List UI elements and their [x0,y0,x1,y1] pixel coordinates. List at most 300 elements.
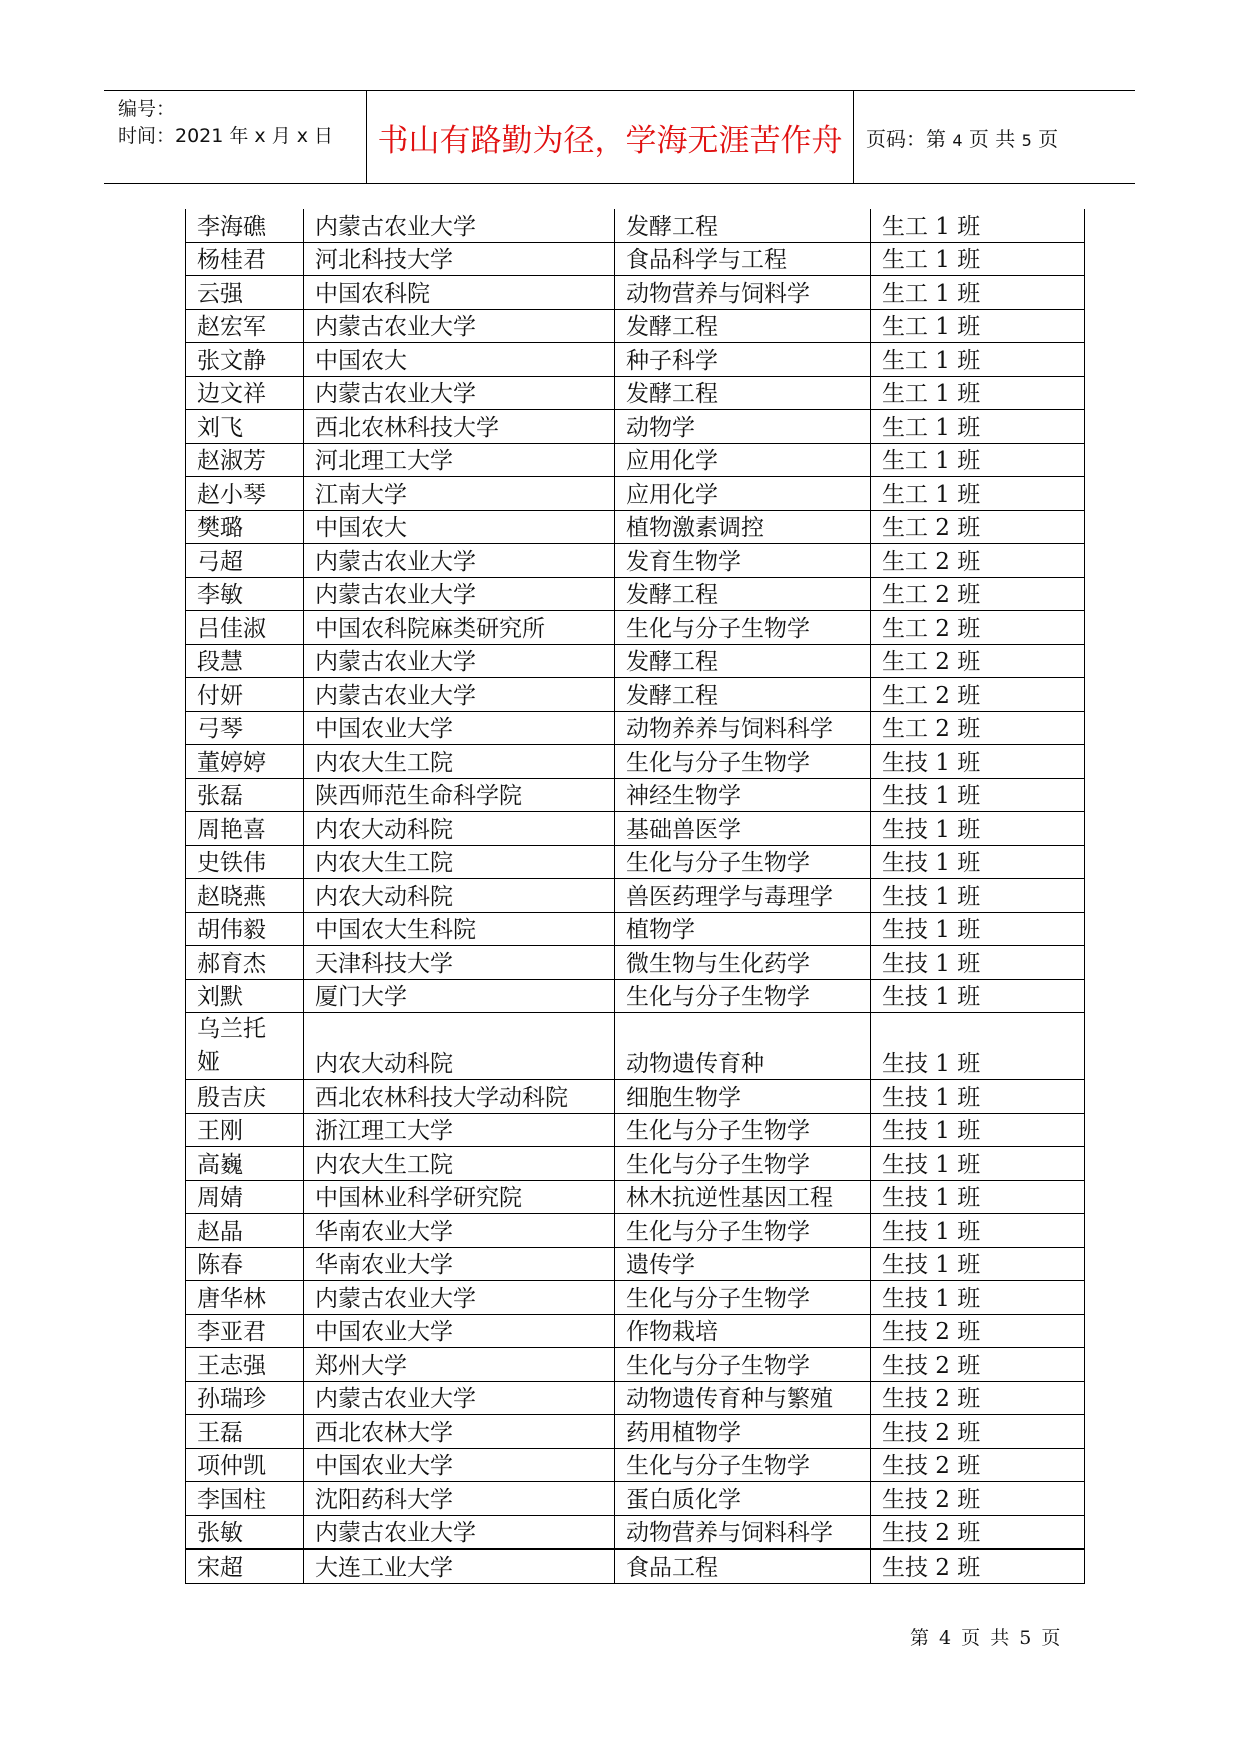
university-cell [304,1180,615,1214]
university-text: 内蒙古农业大学 [315,649,476,675]
university-text: 中国农业大学 [315,1453,453,1479]
university-cell [304,1314,615,1348]
university-cell [304,1348,615,1382]
class-cell [871,1348,1085,1382]
major-cell [615,510,871,544]
student-name-text: 弓琴 [197,716,243,742]
student-name-cell [186,979,304,1013]
student-name-text: 杨桂君 [197,247,266,273]
major-cell [615,1515,871,1549]
student-name-text: 李海礁 [197,213,266,240]
student-name-text: 项仲凯 [197,1453,266,1479]
major-cell [615,1247,871,1281]
class-text: 生工 1 班 [882,314,981,340]
university-text: 西北农林科技大学 [315,414,499,441]
class-text: 生技 1 班 [882,1051,981,1077]
page-total: 5 [1021,130,1032,150]
class-text: 生技 1 班 [882,850,981,876]
table-row [186,309,1085,343]
table-row [186,644,1085,678]
table-row [186,276,1085,310]
class-cell [871,1549,1085,1583]
student-name-text: 宋超 [197,1554,243,1581]
major-cell [615,879,871,913]
class-text: 生技 1 班 [882,1084,981,1111]
student-name-cell [186,443,304,477]
student-name-cell [186,477,304,511]
university-cell [304,979,615,1013]
table-row [186,845,1085,879]
major-text: 基础兽医学 [626,816,741,843]
class-text: 生技 1 班 [882,783,981,809]
student-name-text: 吕佳淑 [197,615,266,642]
university-text: 江南大学 [315,481,407,508]
table-row [186,1348,1085,1382]
class-cell [871,410,1085,444]
university-cell [304,812,615,846]
university-cell [304,376,615,410]
major-text: 生化与分子生物学 [626,1352,810,1379]
student-name-cell [186,1482,304,1516]
student-name-cell [186,678,304,712]
major-text: 遗传学 [626,1252,695,1278]
major-cell [615,276,871,310]
major-text: 生化与分子生物学 [626,1453,810,1479]
class-text: 生工 1 班 [882,213,981,240]
class-text: 生工 1 班 [882,347,981,374]
university-cell [304,1415,615,1449]
student-name-text: 张敏 [197,1520,243,1546]
university-cell [304,711,615,745]
student-name-cell [186,1549,304,1583]
university-text: 内农大生工院 [315,1151,453,1178]
class-cell [871,1482,1085,1516]
class-text: 生技 1 班 [882,1218,981,1245]
university-cell [304,1281,615,1315]
student-name-cell [186,1180,304,1214]
student-name-cell [186,209,304,242]
major-cell [615,845,871,879]
student-name-text: 张磊 [197,783,243,809]
major-cell [615,912,871,946]
university-cell [304,1113,615,1147]
major-text: 种子科学 [626,347,718,374]
university-text: 内蒙古农业大学 [315,1520,476,1546]
class-text: 生技 1 班 [882,1118,981,1144]
table-row [186,1381,1085,1415]
university-cell [304,544,615,578]
class-cell [871,1515,1085,1549]
major-text: 发酵工程 [626,649,718,675]
class-cell [871,242,1085,276]
class-text: 生工 2 班 [882,515,981,541]
major-cell [615,577,871,611]
student-name-cell [186,1348,304,1382]
class-cell [871,510,1085,544]
class-text: 生技 2 班 [882,1419,981,1446]
university-cell [304,611,615,645]
class-cell [871,276,1085,310]
major-cell [615,376,871,410]
university-cell [304,1013,615,1080]
major-text: 发酵工程 [626,682,718,709]
university-cell [304,1549,615,1583]
major-cell [615,1415,871,1449]
class-text: 生技 2 班 [882,1554,981,1581]
student-name-text: 赵晓燕 [197,883,266,910]
class-text: 生技 2 班 [882,1319,981,1345]
class-cell [871,1381,1085,1415]
student-name-text: 刘飞 [197,414,243,441]
university-text: 中国农业大学 [315,716,453,742]
student-name-cell [186,879,304,913]
table-row [186,1113,1085,1147]
student-name-text: 王志强 [197,1352,266,1379]
student-name-cell [186,1013,304,1080]
student-name-cell [186,1415,304,1449]
student-name-cell [186,778,304,812]
major-cell [615,946,871,980]
university-cell [304,1448,615,1482]
table-row [186,812,1085,846]
table-row [186,1247,1085,1281]
major-text: 动物遗传育种 [626,1051,764,1077]
major-text: 发酵工程 [626,381,718,407]
major-text: 细胞生物学 [626,1084,741,1111]
table-row [186,577,1085,611]
major-text: 林木抗逆性基因工程 [626,1185,833,1211]
class-text: 生工 2 班 [882,716,981,742]
university-text: 中国林业科学研究院 [315,1185,522,1211]
university-text: 内农大动科院 [315,816,453,843]
major-text: 植物学 [626,917,695,943]
major-text: 生化与分子生物学 [626,850,810,876]
university-cell [304,1482,615,1516]
student-name-text: 赵宏军 [197,314,266,340]
class-text: 生工 2 班 [882,615,981,642]
university-text: 华南农业大学 [315,1218,453,1245]
class-cell [871,611,1085,645]
class-cell [871,644,1085,678]
student-name-text: 李国柱 [197,1486,266,1513]
university-text: 沈阳药科大学 [315,1486,453,1513]
university-text: 中国农科院麻类研究所 [315,615,545,642]
page-label: 页码：第 [866,126,946,151]
major-text: 微生物与生化药学 [626,950,810,977]
major-text: 应用化学 [626,481,718,508]
major-cell [615,410,871,444]
major-text: 作物栽培 [626,1319,718,1345]
major-cell [615,1314,871,1348]
class-text: 生技 1 班 [882,1252,981,1278]
page-number: 4 [952,130,963,150]
student-name-text: 胡伟毅 [197,917,266,943]
student-name-text: 弓超 [197,548,243,575]
table-row [186,979,1085,1013]
student-name-cell [186,376,304,410]
student-name-text: 周艳喜 [197,816,266,843]
class-cell [871,1247,1085,1281]
student-name-text: 张文静 [197,347,266,374]
header-meta-cell [104,91,367,183]
major-cell [615,1348,871,1382]
class-text: 生工 1 班 [882,280,981,307]
class-cell [871,1080,1085,1114]
university-cell [304,678,615,712]
major-text: 发酵工程 [626,314,718,340]
class-text: 生技 1 班 [882,883,981,910]
table-row [186,745,1085,779]
table-row [186,443,1085,477]
class-cell [871,577,1085,611]
student-name-cell [186,611,304,645]
class-text: 生工 1 班 [882,381,981,407]
student-name-cell [186,1214,304,1248]
table-row [186,343,1085,377]
class-cell [871,209,1085,242]
table-row [186,1314,1085,1348]
major-cell [615,778,871,812]
class-cell [871,1415,1085,1449]
class-cell [871,711,1085,745]
class-text: 生技 1 班 [882,1185,981,1211]
major-cell [615,1281,871,1315]
student-name-cell [186,276,304,310]
major-text: 生化与分子生物学 [626,1118,810,1144]
major-text: 植物激素调控 [626,515,764,541]
class-cell [871,309,1085,343]
class-cell [871,979,1085,1013]
class-cell [871,443,1085,477]
student-name-cell [186,510,304,544]
major-cell [615,1080,871,1114]
major-cell [615,812,871,846]
university-text: 内蒙古农业大学 [315,682,476,709]
page-mid: 页 共 [968,126,1016,151]
major-text: 发酵工程 [626,213,718,240]
class-cell [871,879,1085,913]
major-text: 动物养养与饲料科学 [626,716,833,742]
university-text: 内农大动科院 [315,1051,453,1077]
major-cell [615,711,871,745]
student-name-text: 赵晶 [197,1218,243,1245]
university-cell [304,443,615,477]
major-cell [615,1381,871,1415]
university-cell [304,209,615,242]
table-row [186,1180,1085,1214]
student-name-text: 周婧 [197,1185,243,1211]
major-cell [615,644,871,678]
major-cell [615,745,871,779]
student-name-text: 高巍 [197,1151,243,1178]
major-cell [615,443,871,477]
major-text: 生化与分子生物学 [626,1218,810,1245]
student-name-cell [186,1247,304,1281]
class-text: 生技 2 班 [882,1520,981,1546]
university-text: 中国农大 [315,515,407,541]
university-cell [304,1214,615,1248]
student-name-cell [186,1448,304,1482]
student-roster-table [185,209,1085,1584]
class-text: 生技 1 班 [882,917,981,943]
major-text: 生化与分子生物学 [626,615,810,642]
student-name-cell [186,812,304,846]
class-cell [871,812,1085,846]
university-cell [304,276,615,310]
major-text: 发酵工程 [626,582,718,608]
university-text: 内蒙古农业大学 [315,314,476,340]
class-text: 生工 1 班 [882,448,981,474]
table-row [186,1482,1085,1516]
student-name-cell [186,912,304,946]
student-name-cell [186,544,304,578]
university-cell [304,845,615,879]
class-text: 生技 2 班 [882,1453,981,1479]
table-row [186,1549,1085,1583]
class-cell [871,1147,1085,1181]
page-header [104,90,1135,184]
student-name-text: 段慧 [197,649,243,675]
university-text: 内蒙古农业大学 [315,213,476,240]
table-row [186,946,1085,980]
university-text: 内农大生工院 [315,749,453,776]
table-row [186,912,1085,946]
major-text: 生化与分子生物学 [626,1151,810,1178]
class-text: 生工 1 班 [882,414,981,441]
student-name-text: 孙瑞珍 [197,1386,266,1412]
class-cell [871,778,1085,812]
student-name-cell [186,1147,304,1181]
major-cell [615,209,871,242]
university-text: 内蒙古农业大学 [315,381,476,407]
table-row [186,510,1085,544]
major-cell [615,309,871,343]
university-cell [304,1515,615,1549]
university-text: 中国农科院 [315,280,430,307]
university-text: 内蒙古农业大学 [315,1386,476,1412]
university-text: 陕西师范生命科学院 [315,783,522,809]
class-cell [871,946,1085,980]
university-cell [304,1080,615,1114]
major-text: 应用化学 [626,448,718,474]
university-text: 内农大动科院 [315,883,453,910]
university-text: 内农大生工院 [315,850,453,876]
university-cell [304,343,615,377]
major-text: 生化与分子生物学 [626,749,810,776]
table-row [186,778,1085,812]
table-row [186,544,1085,578]
university-cell [304,510,615,544]
major-cell [615,1549,871,1583]
table-row [186,410,1085,444]
major-cell [615,678,871,712]
major-cell [615,1013,871,1080]
major-text: 动物营养与饲料科学 [626,1520,833,1546]
student-name-text: 郝育杰 [197,950,266,977]
university-text: 中国农大生科院 [315,917,476,943]
class-cell [871,745,1085,779]
class-text: 生工 1 班 [882,481,981,508]
class-text: 生技 2 班 [882,1386,981,1412]
major-text: 动物遗传育种与繁殖 [626,1386,833,1412]
university-cell [304,410,615,444]
class-text: 生技 2 班 [882,1486,981,1513]
table-row [186,711,1085,745]
student-name-text: 樊璐 [197,515,243,541]
class-cell [871,845,1085,879]
university-cell [304,242,615,276]
student-name-text: 边文祥 [197,381,266,407]
table-row [186,879,1085,913]
university-cell [304,745,615,779]
university-text: 中国农业大学 [315,1319,453,1345]
table-row [186,1080,1085,1114]
major-cell [615,242,871,276]
university-text: 河北科技大学 [315,247,453,273]
student-name-cell [186,1314,304,1348]
university-text: 郑州大学 [315,1352,407,1379]
student-name-text: 董婷婷 [197,749,266,776]
table-row [186,611,1085,645]
student-name-text: 李敏 [197,582,243,608]
class-text: 生工 1 班 [882,247,981,273]
table-row [186,1147,1085,1181]
table-row [186,1515,1085,1549]
table-row [186,242,1085,276]
university-text: 厦门大学 [315,984,407,1010]
student-name-cell [186,1381,304,1415]
student-name-text: 付妍 [197,682,243,709]
major-text: 生化与分子生物学 [626,984,810,1010]
student-name-cell [186,745,304,779]
class-cell [871,1113,1085,1147]
class-cell [871,477,1085,511]
table-row [186,1448,1085,1482]
student-name-cell [186,1113,304,1147]
class-text: 生技 1 班 [882,749,981,776]
student-name-text: 陈春 [197,1252,243,1278]
class-cell [871,343,1085,377]
class-cell [871,1013,1085,1080]
student-name-cell [186,410,304,444]
major-text: 生化与分子生物学 [626,1285,810,1312]
student-name-text: 李亚君 [197,1319,266,1345]
table-row [186,1214,1085,1248]
university-cell [304,1247,615,1281]
university-cell [304,577,615,611]
class-text: 生工 2 班 [882,649,981,675]
student-name-text: 乌兰托娅 [197,1016,266,1075]
class-text: 生技 1 班 [882,950,981,977]
document-number-label: 编号： [118,98,176,120]
university-cell [304,879,615,913]
student-name-cell [186,309,304,343]
major-cell [615,1113,871,1147]
header-page-info [854,91,1135,183]
student-name-cell [186,1515,304,1549]
table-row [186,1013,1085,1080]
student-name-text: 殷吉庆 [197,1084,266,1111]
class-cell [871,1180,1085,1214]
class-cell [871,544,1085,578]
page-end: 页 [1038,126,1059,151]
class-cell [871,1448,1085,1482]
major-cell [615,1448,871,1482]
student-name-text: 王刚 [197,1118,243,1144]
table-row [186,209,1085,242]
major-cell [615,1482,871,1516]
student-name-cell [186,946,304,980]
